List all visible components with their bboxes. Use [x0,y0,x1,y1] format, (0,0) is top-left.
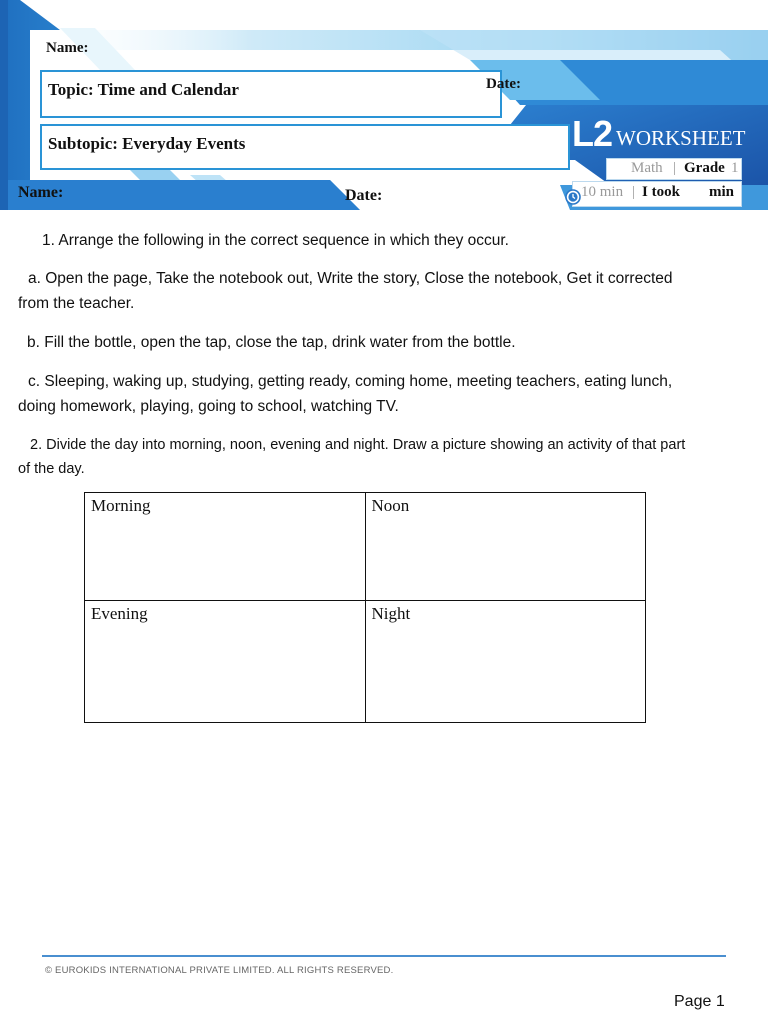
question-2: 2. Divide the day into morning, noon, evening and night. Draw a picture showing an activity of that part of the day. [18,437,686,477]
name-label-bottom: Name: [18,184,64,201]
date-label-bottom: Date: [345,187,383,204]
day-parts-table [84,492,646,723]
question-1a: a. Open the page, Take the notebook out, Write the story, Close the notebook, Get it corrected from the teacher. [18,270,673,312]
subtopic-box [40,124,570,170]
copyright-notice: © EUROKIDS INTERNATIONAL PRIVATE LIMITED. ALL RIGHTS RESERVED. [45,965,394,976]
worksheet-label: WORKSHEET [616,126,746,150]
grade-label: Grade [684,160,725,176]
night-cell[interactable]: Night [365,601,646,723]
time-taken-unit: min [709,184,735,200]
subject-grade-bar [606,158,742,180]
page-number: Page 1 [674,993,725,1010]
question-1c: c. Sleeping, waking up, studying, getting ready, coming home, meeting teachers, eating lunch, doing homework, playing, going to school, watching TV. [18,373,673,415]
table-row [85,601,646,723]
table-row [85,493,646,601]
topic-box [40,70,502,118]
name-label-top: Name: [46,40,89,56]
footer-divider [42,955,726,957]
time-taken-label: I took [642,184,680,200]
morning-cell[interactable]: Morning [85,493,366,601]
question-1b: b. Fill the bottle, open the tap, close the tap, drink water from the bottle. [27,334,516,351]
clock-icon [565,189,581,205]
date-label-top: Date: [486,76,521,92]
grade-value: 1 [731,160,739,176]
subtopic-title: Subtopic: Everyday Events [48,134,246,153]
separator: | [632,184,636,200]
evening-cell[interactable]: Evening [85,601,366,723]
topic-title: Topic: Time and Calendar [48,80,239,99]
time-bar [572,181,742,207]
suggested-time: 10 min [581,184,624,200]
worksheet-header [0,0,768,210]
question-1: 1. Arrange the following in the correct sequence in which they occur. [42,232,509,249]
subject-label: Math [631,160,663,176]
noon-cell[interactable]: Noon [365,493,646,601]
level-badge: L2 [572,113,613,154]
separator: | [673,160,677,176]
